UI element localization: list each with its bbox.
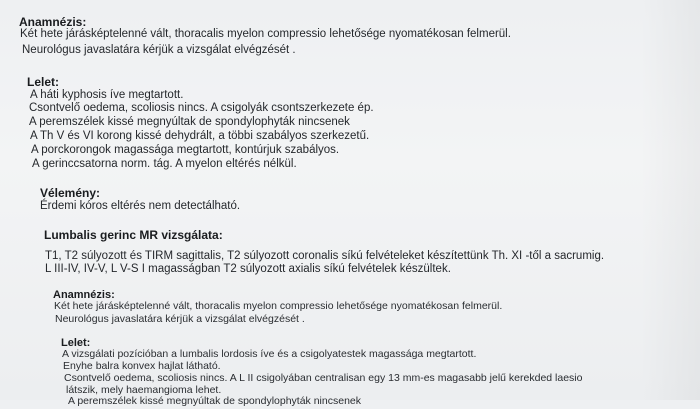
anamnesis2-line-1: Két hete járásképtelenné vált, thoracalis myelon compressio lehetősége nyomatékosan felmerül. [54, 300, 503, 312]
lumbar-mr-line-2: L III-IV, IV-V, L V-S I magasságban T2 súlyozott axialis síkú felvételek készültek. [45, 263, 451, 275]
findings2-line-3: Csontvelő oedema, scoliosis nincs. A L II csigolyában centralisan egy 13 mm-es magasabb jelű kerekded laesio [64, 372, 583, 384]
findings-line-6: A gerinccsatorna norm. tág. A myelon eltérés nélkül. [32, 158, 297, 170]
findings-line-5: A porckorongok magassága megtartott, kontúrjuk szabályos. [31, 144, 340, 156]
lumbar-mr-line-1: T1, T2 súlyozott és TIRM sagittalis, T2 súlyozott coronalis síkú felvételeket készítettünk Th. XI -től a sacrumig. [45, 250, 605, 262]
opinion-line-1: Érdemi kóros eltérés nem detectálható. [40, 200, 241, 212]
anamnesis2-line-2: Neurológus javaslatára kérjük a vizsgálat elvégzését . [55, 313, 305, 325]
findings2-line-2: Enyhe balra konvex hajlat látható. [63, 360, 221, 372]
findings2-line-5: A peremszélek kissé megnyúltak de spondylophyták nincsenek [68, 395, 361, 407]
anamnesis-line-2: Neurológus javaslatára kérjük a vizsgálat elvégzését . [22, 44, 296, 56]
anamnesis-heading: Anamnézis: [19, 15, 87, 29]
anamnesis2-heading: Anamnézis: [53, 289, 115, 301]
opinion-heading: Vélemény: [40, 186, 101, 200]
findings-line-1: A háti kyphosis íve megtartott. [30, 89, 184, 101]
findings2-heading: Lelet: [61, 337, 91, 349]
lumbar-mr-heading: Lumbalis gerinc MR vizsgálata: [44, 228, 223, 242]
findings2-line-1: A vizsgálati pozícióban a lumbalis lordosis íve és a csigolyatestek magassága megtartott. [62, 348, 477, 360]
findings-heading: Lelet: [27, 75, 60, 89]
findings-line-4: A Th V és VI korong kissé dehydrált, a többi szabályos szerkezetű. [30, 130, 370, 142]
anamnesis-line-1: Két hete járásképtelenné vált, thoracalis myelon compressio lehetősége nyomatékosan felmerül. [20, 28, 511, 40]
findings-line-2: Csontvelő oedema, scoliosis nincs. A csigolyák csontszerkezete ép. [29, 102, 374, 114]
findings-line-3: A peremszélek kissé megnyúltak de spondylophyták nincsenek [29, 116, 350, 128]
screen-edge-shade [640, 0, 700, 400]
findings2-line-4: látszik, mely haemangioma lehet. [66, 384, 222, 396]
